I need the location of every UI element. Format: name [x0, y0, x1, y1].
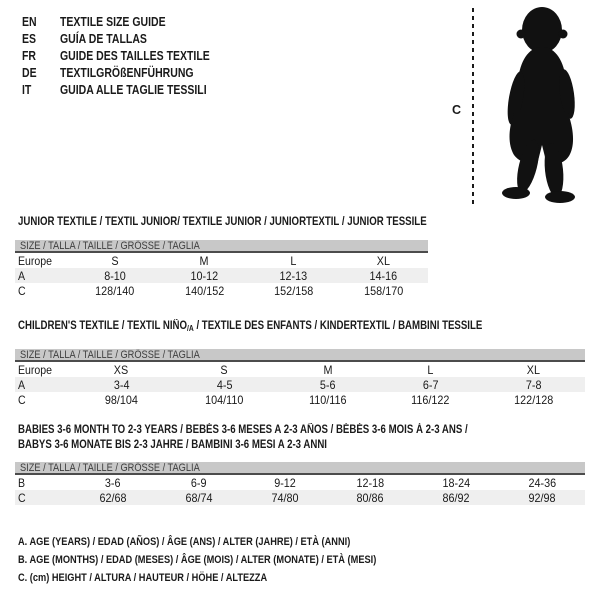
- language-row-es: [22, 30, 238, 47]
- table-row-age: [15, 377, 585, 392]
- height-measure-dashed-line: [472, 8, 474, 206]
- table-row-height: [15, 392, 585, 407]
- children-size-table: [15, 349, 585, 407]
- table-cell: 7-8: [525, 377, 542, 392]
- table-cell: 62/68: [99, 490, 127, 505]
- table-cell: 3-6: [105, 475, 121, 490]
- language-row-en: [22, 13, 238, 30]
- size-header-cell: S: [111, 253, 119, 268]
- language-row-it: [22, 81, 238, 98]
- table-cell: 6-9: [190, 475, 207, 490]
- size-header-cell: M: [323, 362, 332, 377]
- table-cell: 158/170: [363, 283, 403, 298]
- table-cell: 14-16: [369, 268, 398, 283]
- row-label-cell: C: [18, 392, 26, 407]
- size-header-bar: SIZE / TALLA / TAILLE / GRÖSSE / TAGLIA: [15, 240, 428, 253]
- table-row-age: [15, 268, 428, 283]
- children-section-heading: CHILDREN'S TEXTILE / TEXTIL $NIÑO_{/A}$ / TEXTILE DES ENFANTS / KINDERTEXTIL / BAMBINI TESSILE: [18, 320, 483, 333]
- table-cell: 3-4: [113, 377, 130, 392]
- table-cell: 152/158: [274, 283, 314, 298]
- language-title: GUIDA ALLE TAGLIE TESSILI: [60, 82, 207, 97]
- size-header-cell: L: [427, 362, 434, 377]
- table-cell: 86/92: [442, 490, 470, 505]
- table-cell: 12-13: [279, 268, 308, 283]
- table-header-row: [15, 253, 428, 268]
- table-cell: 4-5: [216, 377, 233, 392]
- language-code: DE: [22, 65, 37, 80]
- table-cell: 128/140: [95, 283, 135, 298]
- footnote-list: [18, 536, 445, 590]
- language-title: TEXTILGRÖßENFÜHRUNG: [60, 65, 194, 80]
- babies-section-heading: BABIES 3-6 MONTH TO 2-3 YEARS / BEBÉS 3-6 MESES A 2-3 AÑOS / BÉBÉS 3-6 MOIS À 2-3 ANS / BABYS 3-6 MONATE BIS 2-3 JAHRE / BAMBINI 3-6 MESI A 2-3 ANNI: [18, 424, 468, 451]
- size-header-cell: XL: [376, 253, 390, 268]
- row-label-cell: A: [18, 377, 26, 392]
- size-header-cell: S: [220, 362, 229, 377]
- language-title: GUIDE DES TAILLES TEXTILE: [60, 48, 210, 63]
- table-cell: 8-10: [103, 268, 126, 283]
- size-header-cell: L: [290, 253, 297, 268]
- table-cell: 24-36: [528, 475, 556, 490]
- size-header-bar: SIZE / TALLA / TAILLE / GRÖSSE / TAGLIA: [15, 462, 585, 475]
- language-title-list: [22, 13, 238, 98]
- language-title: GUÍA DE TALLAS: [60, 31, 147, 46]
- table-header-row: [15, 362, 585, 377]
- table-cell: 68/74: [185, 490, 213, 505]
- footnote-b: B. AGE (MONTHS) / EDAD (MESES) / ÂGE (MOIS) / ALTER (MONATE) / ETÀ (MESI): [18, 554, 377, 566]
- table-row-height: [15, 283, 428, 298]
- height-measure-label: C: [452, 103, 462, 117]
- babies-size-table: [15, 462, 585, 505]
- table-cell: 104/110: [205, 392, 244, 407]
- row-label-cell: C: [18, 283, 26, 298]
- table-cell: 110/116: [308, 392, 347, 407]
- footnote-a: A. AGE (YEARS) / EDAD (AÑOS) / ÂGE (ANS) / ALTER (JAHRE) / ETÀ (ANNI): [18, 536, 351, 548]
- table-cell: 92/98: [528, 490, 556, 505]
- table-cell: 140/152: [184, 283, 224, 298]
- language-code: FR: [22, 48, 37, 63]
- table-cell: 6-7: [422, 377, 439, 392]
- table-cell: 18-24: [442, 475, 471, 490]
- size-header-cell: XS: [114, 362, 129, 377]
- table-cell: 80/86: [356, 490, 384, 505]
- table-cell: 122/128: [513, 392, 554, 407]
- table-cell: 9-12: [273, 475, 296, 490]
- region-header-cell: Europe: [18, 253, 53, 268]
- table-row-age-months: [15, 475, 585, 490]
- table-cell: 116/122: [411, 392, 450, 407]
- table-cell: 98/104: [104, 392, 139, 407]
- table-cell: 74/80: [271, 490, 299, 505]
- size-header-bar: SIZE / TALLA / TAILLE / GRÖSSE / TAGLIA: [15, 349, 585, 362]
- size-header-cell: XL: [526, 362, 541, 377]
- size-header-cell: M: [199, 253, 209, 268]
- language-code: ES: [22, 31, 37, 46]
- table-cell: 5-6: [319, 377, 336, 392]
- heading-subscript: /A: [187, 324, 194, 333]
- language-row-de: [22, 64, 238, 81]
- language-row-fr: [22, 47, 238, 64]
- language-title: TEXTILE SIZE GUIDE: [60, 14, 166, 29]
- row-label-cell: C: [18, 490, 26, 505]
- baby-silhouette-icon: [490, 4, 590, 206]
- table-cell: 12-18: [356, 475, 385, 490]
- row-label-cell: A: [18, 268, 26, 283]
- junior-size-table: [15, 240, 428, 298]
- table-row-height: [15, 490, 585, 505]
- region-header-cell: Europe: [18, 362, 53, 377]
- language-code: EN: [22, 14, 37, 29]
- footnote-c: C. (cm) HEIGHT / ALTURA / HAUTEUR / HÖHE / ALTEZZA: [18, 572, 268, 584]
- junior-section-heading: JUNIOR TEXTILE / TEXTIL JUNIOR/ TEXTILE JUNIOR / JUNIORTEXTIL / JUNIOR TESSILE: [18, 216, 427, 228]
- row-label-cell: B: [18, 475, 26, 490]
- language-code: IT: [22, 82, 32, 97]
- table-cell: 10-12: [190, 268, 219, 283]
